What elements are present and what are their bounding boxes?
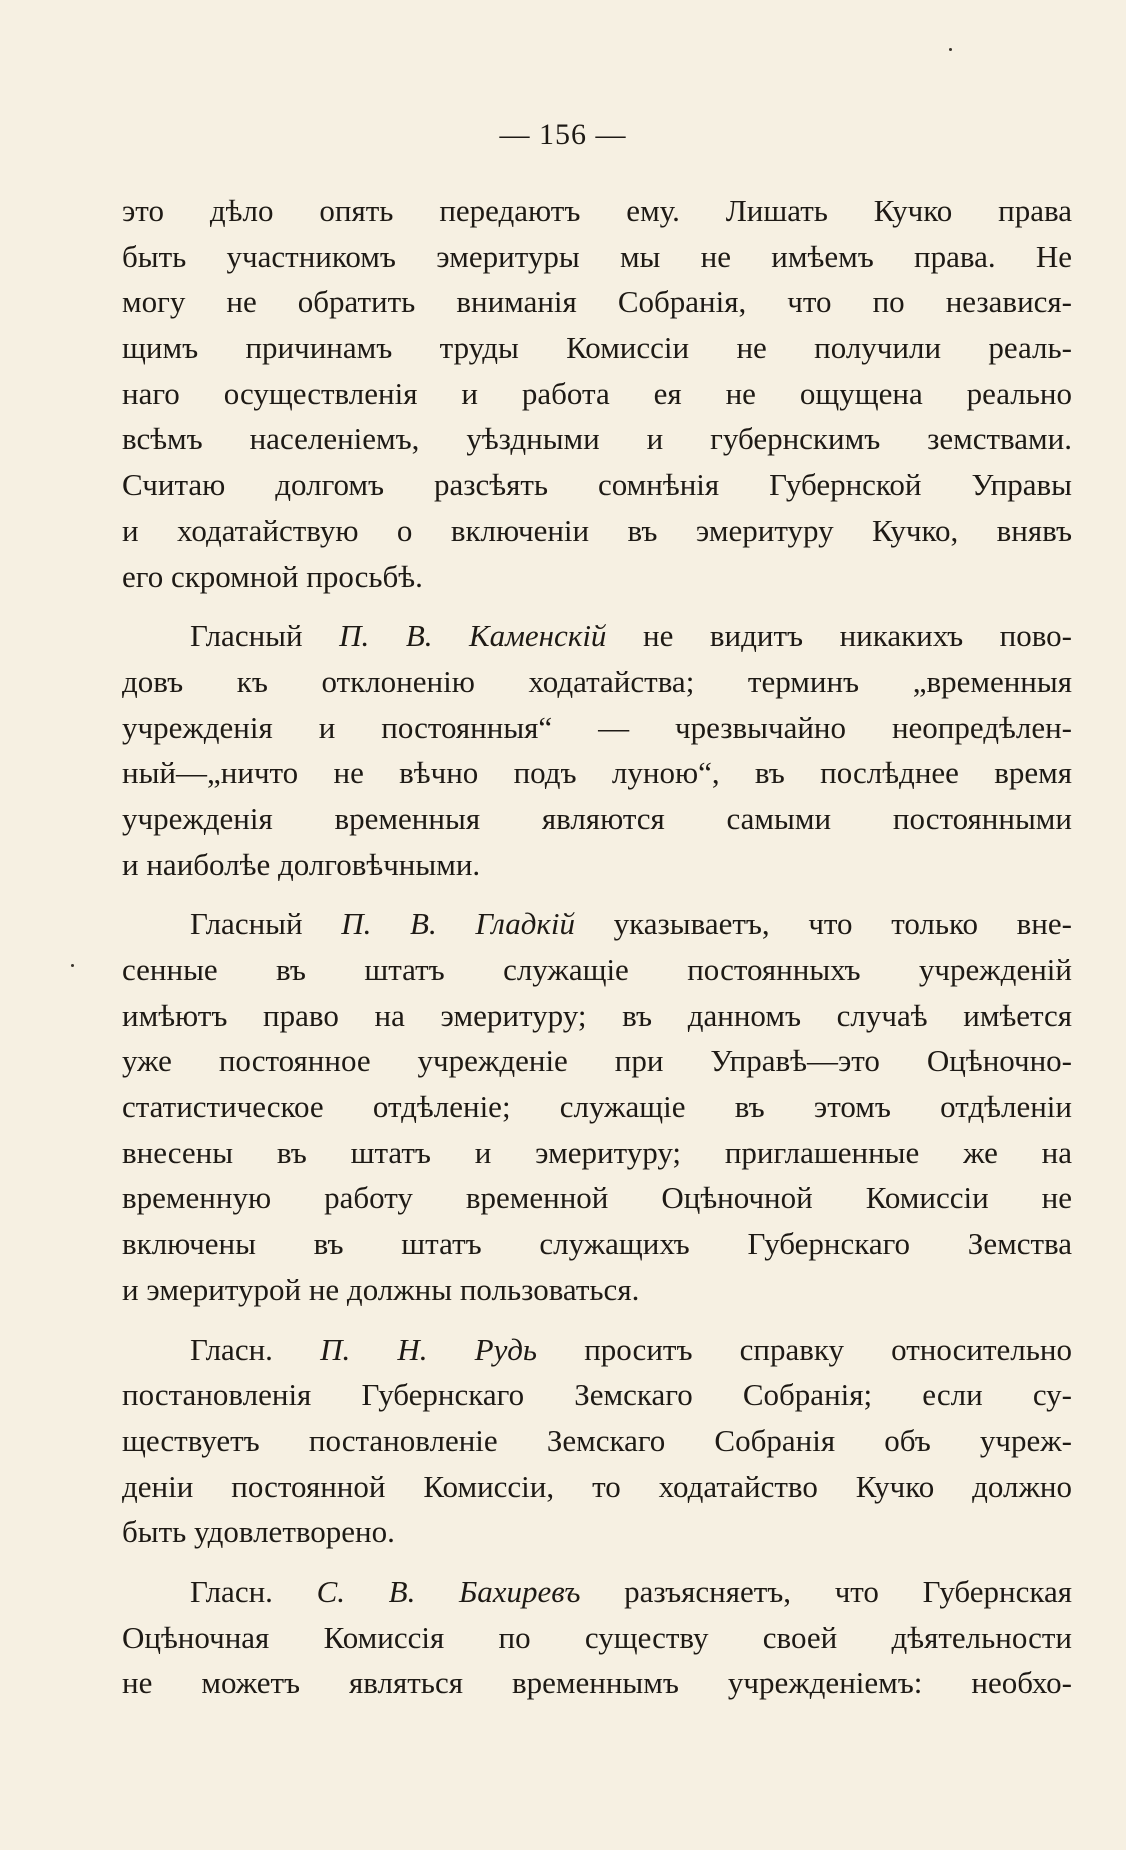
speaker-name: П. Н. Рудь (320, 1331, 538, 1367)
text-line: деніи постоянной Комиссіи, то ходатайство Кучко должно (122, 1468, 1072, 1504)
speaker-name: С. В. Бахиревъ (316, 1573, 581, 1609)
speaker-text: указываетъ, что только вне- (575, 906, 1072, 942)
text-line: быть удовлетворено. (122, 1514, 395, 1550)
text-line: не можетъ являться временнымъ учрежденіемъ: необхо- (122, 1665, 1072, 1701)
text-line-first (122, 613, 1072, 659)
paragraph-gladky (122, 901, 1072, 1312)
text-line-first (122, 1569, 1072, 1615)
text-line: ществуетъ постановленіе Земскаго Собранія объ учреж- (122, 1422, 1072, 1458)
speaker-prefix: Гласн. (190, 1331, 321, 1367)
paragraph-continuation (122, 188, 1072, 599)
text-line: наго осуществленія и работа ея не ощущена реально (122, 375, 1072, 411)
speaker-prefix: Гласн. (190, 1573, 317, 1609)
print-speck (71, 964, 74, 967)
text-line: ный—„ничто не вѣчно подъ луною“, въ послѣднее время (122, 755, 1072, 791)
text-line: учрежденія и постоянныя“ — чрезвычайно неопредѣлен- (122, 709, 1072, 745)
text-line: это дѣло опять передаютъ ему. Лишать Кучко права (122, 193, 1072, 228)
text-line: имѣютъ право на эмеритуру; въ данномъ случаѣ имѣется (122, 997, 1072, 1033)
text-line: и эмеритурой не должны пользоваться. (122, 1271, 640, 1307)
speaker-name: П. В. Гладкій (341, 906, 576, 942)
speaker-text: проситъ справку относительно (537, 1331, 1072, 1367)
text-line: временную работу временной Оцѣночной Комиссіи не (122, 1180, 1072, 1216)
text-line: внесены въ штатъ и эмеритуру; приглашенные же на (122, 1134, 1072, 1170)
text-line: щимъ причинамъ труды Комиссіи не получили реаль- (122, 330, 1072, 366)
speaker-text: разъясняетъ, что Губернская (580, 1573, 1072, 1609)
text-line: и наиболѣе долговѣчными. (122, 846, 481, 882)
print-speck (949, 48, 952, 51)
body-text (122, 188, 1072, 1706)
paragraph-kamensky (122, 613, 1072, 887)
speaker-prefix: Гласный (190, 906, 342, 942)
page-number: — 156 — (499, 118, 627, 151)
text-line-first (122, 1327, 1072, 1373)
text-line: постановленія Губернскаго Земскаго Собранія; если су- (122, 1377, 1072, 1413)
text-line: могу не обратить вниманія Собранія, что по независя- (122, 284, 1072, 320)
paragraph-rud (122, 1327, 1072, 1555)
text-line: и ходатайствую о включеніи въ эмеритуру Кучко, внявъ (122, 512, 1072, 548)
text-line: довъ къ отклоненію ходатайства; терминъ „временныя (122, 663, 1072, 699)
text-line: сенные въ штатъ служащіе постоянныхъ учрежденій (122, 952, 1072, 987)
text-line: всѣмъ населеніемъ, уѣздными и губернскимъ земствами. (122, 421, 1072, 457)
text-line: быть участникомъ эмеритуры мы не имѣемъ права. Не (122, 238, 1072, 274)
text-line-first (122, 901, 1072, 947)
speaker-text: не видитъ никакихъ пово- (606, 618, 1072, 654)
text-line: Оцѣночная Комиссія по существу своей дѣятельности (122, 1619, 1072, 1655)
speaker-name: П. В. Каменскій (339, 618, 607, 654)
text-line: его скромной просьбѣ. (122, 558, 423, 594)
speaker-prefix: Гласный (190, 618, 340, 654)
text-line: уже постоянное учрежденіе при Управѣ—это Оцѣночно- (122, 1043, 1072, 1079)
text-line: учрежденія временныя являются самыми постоянными (122, 800, 1072, 836)
text-line: включены въ штатъ служащихъ Губернскаго Земства (122, 1226, 1072, 1262)
text-line: Считаю долгомъ разсѣять сомнѣнія Губернской Управы (122, 467, 1072, 503)
text-line: статистическое отдѣленіе; служащіе въ этомъ отдѣленіи (122, 1089, 1072, 1125)
paragraph-bakhirev (122, 1569, 1072, 1706)
